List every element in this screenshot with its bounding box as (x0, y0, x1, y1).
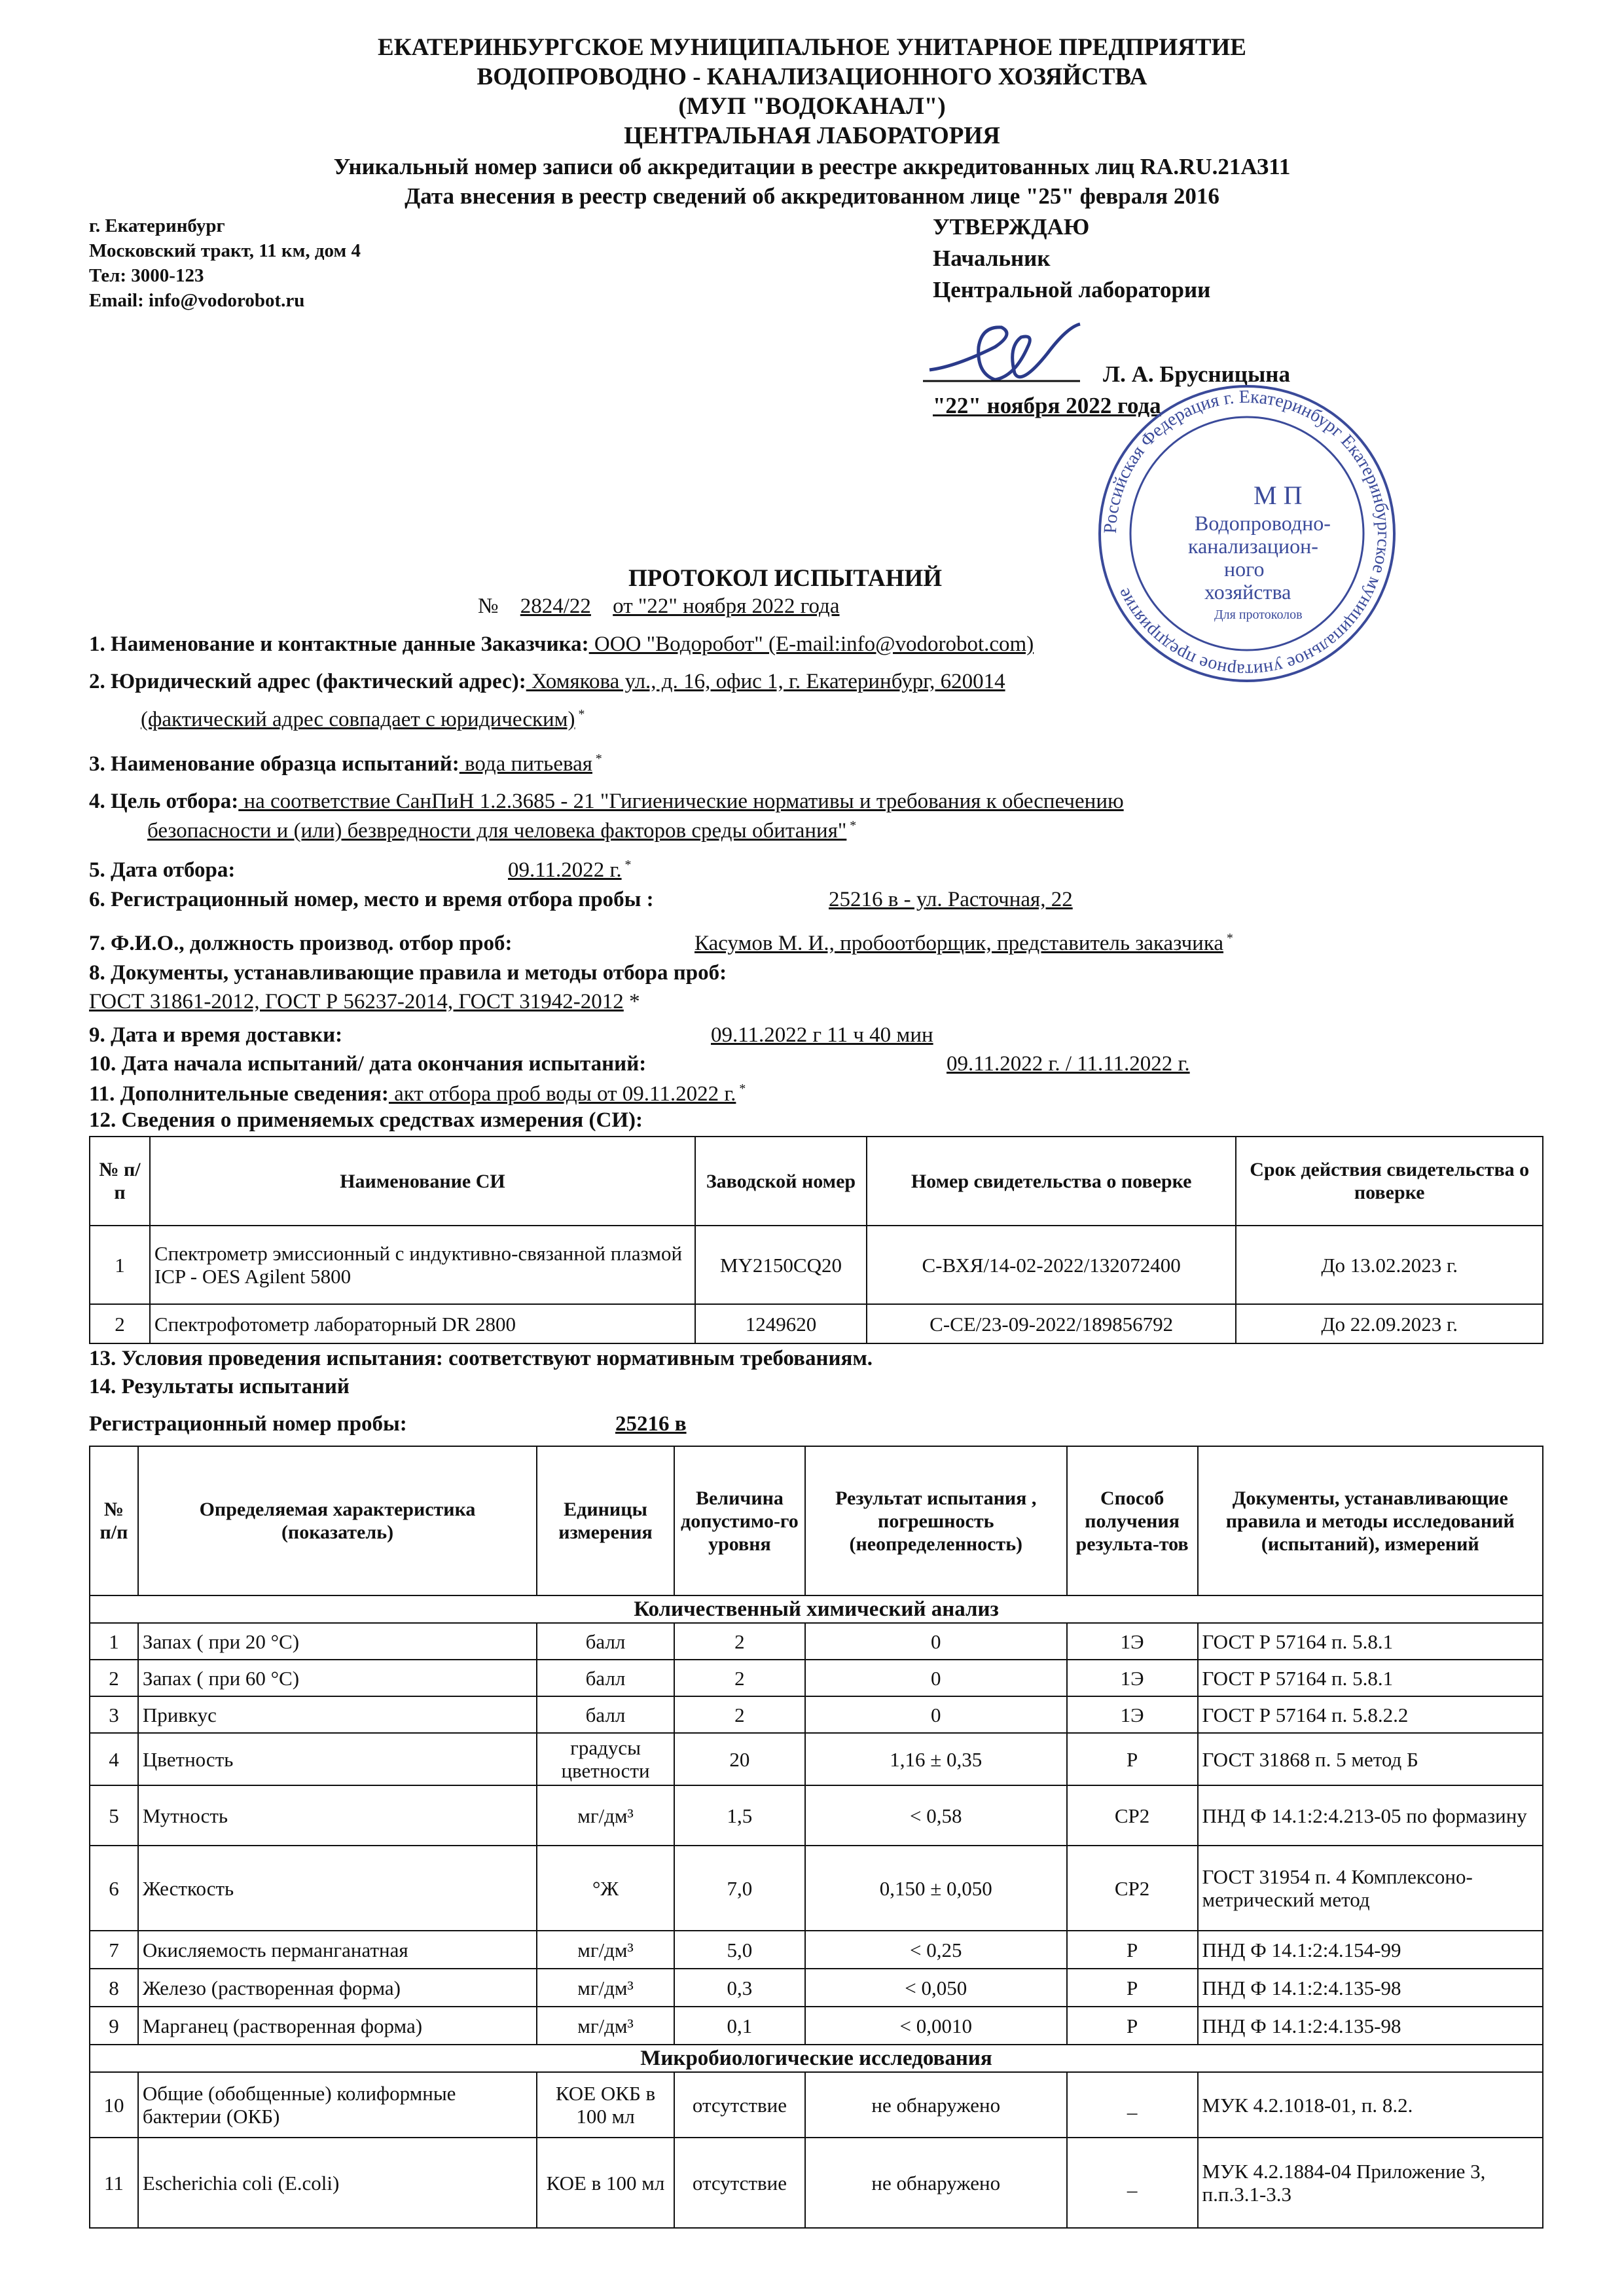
si-table-header: № п/п Наименование СИ Заводской номер Номер свидетельства о поверке Срок действия свидетельства о поверке (90, 1137, 1543, 1226)
table-row: 7 Окисляемость перманганатная мг/дм³ 5,0 < 0,25 Р ПНД Ф 14.1:2:4.154-99 (90, 1931, 1543, 1969)
field-legal-address: 2. Юридический адрес (фактический адрес): Хомякова ул., д. 16, офис 1, г. Екатеринбург, 620014 (89, 670, 1005, 693)
registration-label: Регистрационный номер пробы: (89, 1412, 407, 1436)
org-name-line1: ЕКАТЕРИНБУРГСКОЕ МУНИЦИПАЛЬНОЕ УНИТАРНОЕ ПРЕДПРИЯТИЕ (378, 34, 1246, 61)
table-row: 1 Спектрометр эмиссионный с индуктивно-связанной плазмой ICP - OES Agilent 5800 MY2150CQ20 С-ВХЯ/14-02-2022/132072400 До 13.02.2023 г. (90, 1226, 1543, 1304)
field-delivery: 9. Дата и время доставки: 09.11.2022 г 11 ч 40 мин (89, 1023, 933, 1047)
table-row: 2 Запах ( при 60 °С) балл 2 0 1Э ГОСТ Р 57164 п. 5.8.1 (90, 1660, 1543, 1696)
accreditation-number: Уникальный номер записи об аккредитации в реестре аккредитованных лиц RA.RU.21АЗ11 (333, 154, 1291, 179)
field-registration: 6. Регистрационный номер, место и время отбора пробы : 25216 в - ул. Расточная, 22 (89, 888, 1073, 911)
table-row: 5 Мутность мг/дм³ 1,5 < 0,58 СР2 ПНД Ф 14.1:2:4.213-05 по формазину (90, 1785, 1543, 1846)
address-email: Email: info@vodorobot.ru (89, 290, 305, 311)
registration-value: 25216 в (615, 1412, 687, 1436)
field-sampler: 7. Ф.И.О., должность производ. отбор проб: Касумов М. И., пробоотборщик, представитель заказчика * (89, 931, 1233, 955)
protocol-number-row (478, 594, 839, 619)
org-name-line3: (МУП "ВОДОКАНАЛ") (678, 93, 946, 120)
approval-position1: Начальник (933, 246, 1051, 271)
approval-date: "22" ноября 2022 года (933, 393, 1161, 418)
section-row: Количественный химический анализ (90, 1595, 1543, 1623)
stamp-mp: М П (1254, 481, 1303, 510)
approval-position2: Центральной лаборатории (933, 277, 1211, 302)
protocol-date: от "22" ноября 2022 года (613, 594, 840, 618)
field-purpose-cont: безопасности и (или) безвредности для человека факторов среды обитания" * (147, 818, 857, 843)
stamp-inner2: канализацион- (1188, 534, 1318, 558)
results-table (89, 1446, 1543, 2229)
accreditation-date: Дата внесения в реестр сведений об аккредитованном лице "25" февраля 2016 (405, 183, 1219, 209)
approver-name: Л. А. Брусницына (1103, 361, 1290, 387)
protocol-title: ПРОТОКОЛ ИСПЫТАНИЙ (628, 565, 943, 592)
test-conditions: 13. Условия проведения испытания: соответствуют нормативным требованиям. (89, 1347, 873, 1370)
address-city: г. Екатеринбург (89, 215, 225, 236)
stamp-seal (1093, 383, 1401, 684)
section-row: Микробиологические исследования (90, 2045, 1543, 2072)
table-row: 9 Марганец (растворенная форма) мг/дм³ 0,1 < 0,0010 Р ПНД Ф 14.1:2:4.135-98 (90, 2007, 1543, 2045)
org-name-line2: ВОДОПРОВОДНО - КАНАЛИЗАЦИОННОГО ХОЗЯЙСТВА (477, 64, 1147, 90)
field-actual-address-note: (фактический адрес совпадает с юридическим) * (141, 707, 585, 731)
field-purpose: 4. Цель отбора: на соответствие СанПиН 1.2.3685 - 21 "Гигиенические нормативы и требования к обеспечению (89, 790, 1124, 813)
stamp-inner3: ного (1224, 557, 1265, 581)
table-row: 6 Жесткость °Ж 7,0 0,150 ± 0,050 СР2 ГОСТ 31954 п. 4 Комплексоно-метрический метод (90, 1846, 1543, 1931)
si-table (89, 1136, 1543, 1344)
table-row: 3 Привкус балл 2 0 1Э ГОСТ Р 57164 п. 5.8.2.2 (90, 1696, 1543, 1733)
field-sampling-date: 5. Дата отбора: 09.11.2022 г. * (89, 858, 632, 882)
lab-name: ЦЕНТРАЛЬНАЯ ЛАБОРАТОРИЯ (624, 122, 1000, 149)
field-customer: 1. Наименование и контактные данные Заказчика: ООО "Водоробот" (E-mail:info@vodorobot.com) (89, 632, 1034, 656)
approval-title: УТВЕРЖДАЮ (933, 214, 1090, 240)
table-row: 4 Цветность градусы цветности 20 1,16 ± 0,35 Р ГОСТ 31868 п. 5 метод Б (90, 1733, 1543, 1785)
table-row: 1 Запах ( при 20 °С) балл 2 0 1Э ГОСТ Р 57164 п. 5.8.1 (90, 1623, 1543, 1660)
field-si-heading: 12. Сведения о применяемых средствах измерения (СИ): (89, 1108, 643, 1132)
protocol-number: 2824/22 (520, 594, 591, 618)
signature (916, 308, 1087, 393)
table-row: 10 Общие (обобщенные) колиформные бактерии (ОКБ) КОЕ ОКБ в 100 мл отсутствие не обнаружено _ МУК 4.2.1018-01, п. 8.2. (90, 2072, 1543, 2138)
stamp-inner1: Водопроводно- (1195, 511, 1331, 535)
table-row: 2 Спектрофотометр лабораторный DR 2800 1249620 С-СЕ/23-09-2022/189856792 До 22.09.2023 г. (90, 1304, 1543, 1343)
field-sampling-docs-list: ГОСТ 31861-2012, ГОСТ Р 56237-2014, ГОСТ 31942-2012 * (89, 990, 640, 1013)
field-test-dates: 10. Дата начала испытаний/ дата окончания испытаний: 09.11.2022 г. / 11.11.2022 г. (89, 1052, 1190, 1076)
stamp-outer-text: Российская Федерация г. Екатеринбург Екатеринбургское муниципальное унитарное предприятие (1100, 386, 1394, 681)
results-heading: 14. Результаты испытаний (89, 1375, 350, 1398)
results-table-header: № п/п Определяемая характеристика (показатель) Единицы измерения Величина допустимо-го уровня Результат испытания , погрешность (неопределенность) Способ получения результа-тов Документы, устанавливающие правила и методы исследований (испытаний), измерений (90, 1446, 1543, 1595)
address-phone: Тел: 3000-123 (89, 265, 204, 286)
table-row: 8 Железо (растворенная форма) мг/дм³ 0,3 < 0,050 Р ПНД Ф 14.1:2:4.135-98 (90, 1969, 1543, 2007)
table-row: 11 Escherichia coli (E.coli) КОЕ в 100 мл отсутствие не обнаружено _ МУК 4.2.1884-04 Приложение 3, п.п.3.1-3.3 (90, 2138, 1543, 2228)
protocol-number-prefix: № (478, 594, 499, 618)
stamp-inner4: хозяйства (1204, 580, 1291, 604)
field-additional: 11. Дополнительные сведения: акт отбора проб воды от 09.11.2022 г. * (89, 1082, 746, 1106)
field-sample-name: 3. Наименование образца испытаний: вода питьевая * (89, 752, 602, 776)
address-street: Московский тракт, 11 км, дом 4 (89, 240, 361, 261)
stamp-inner5: Для протоколов (1214, 608, 1303, 622)
field-sampling-docs: 8. Документы, устанавливающие правила и методы отбора проб: (89, 961, 727, 985)
